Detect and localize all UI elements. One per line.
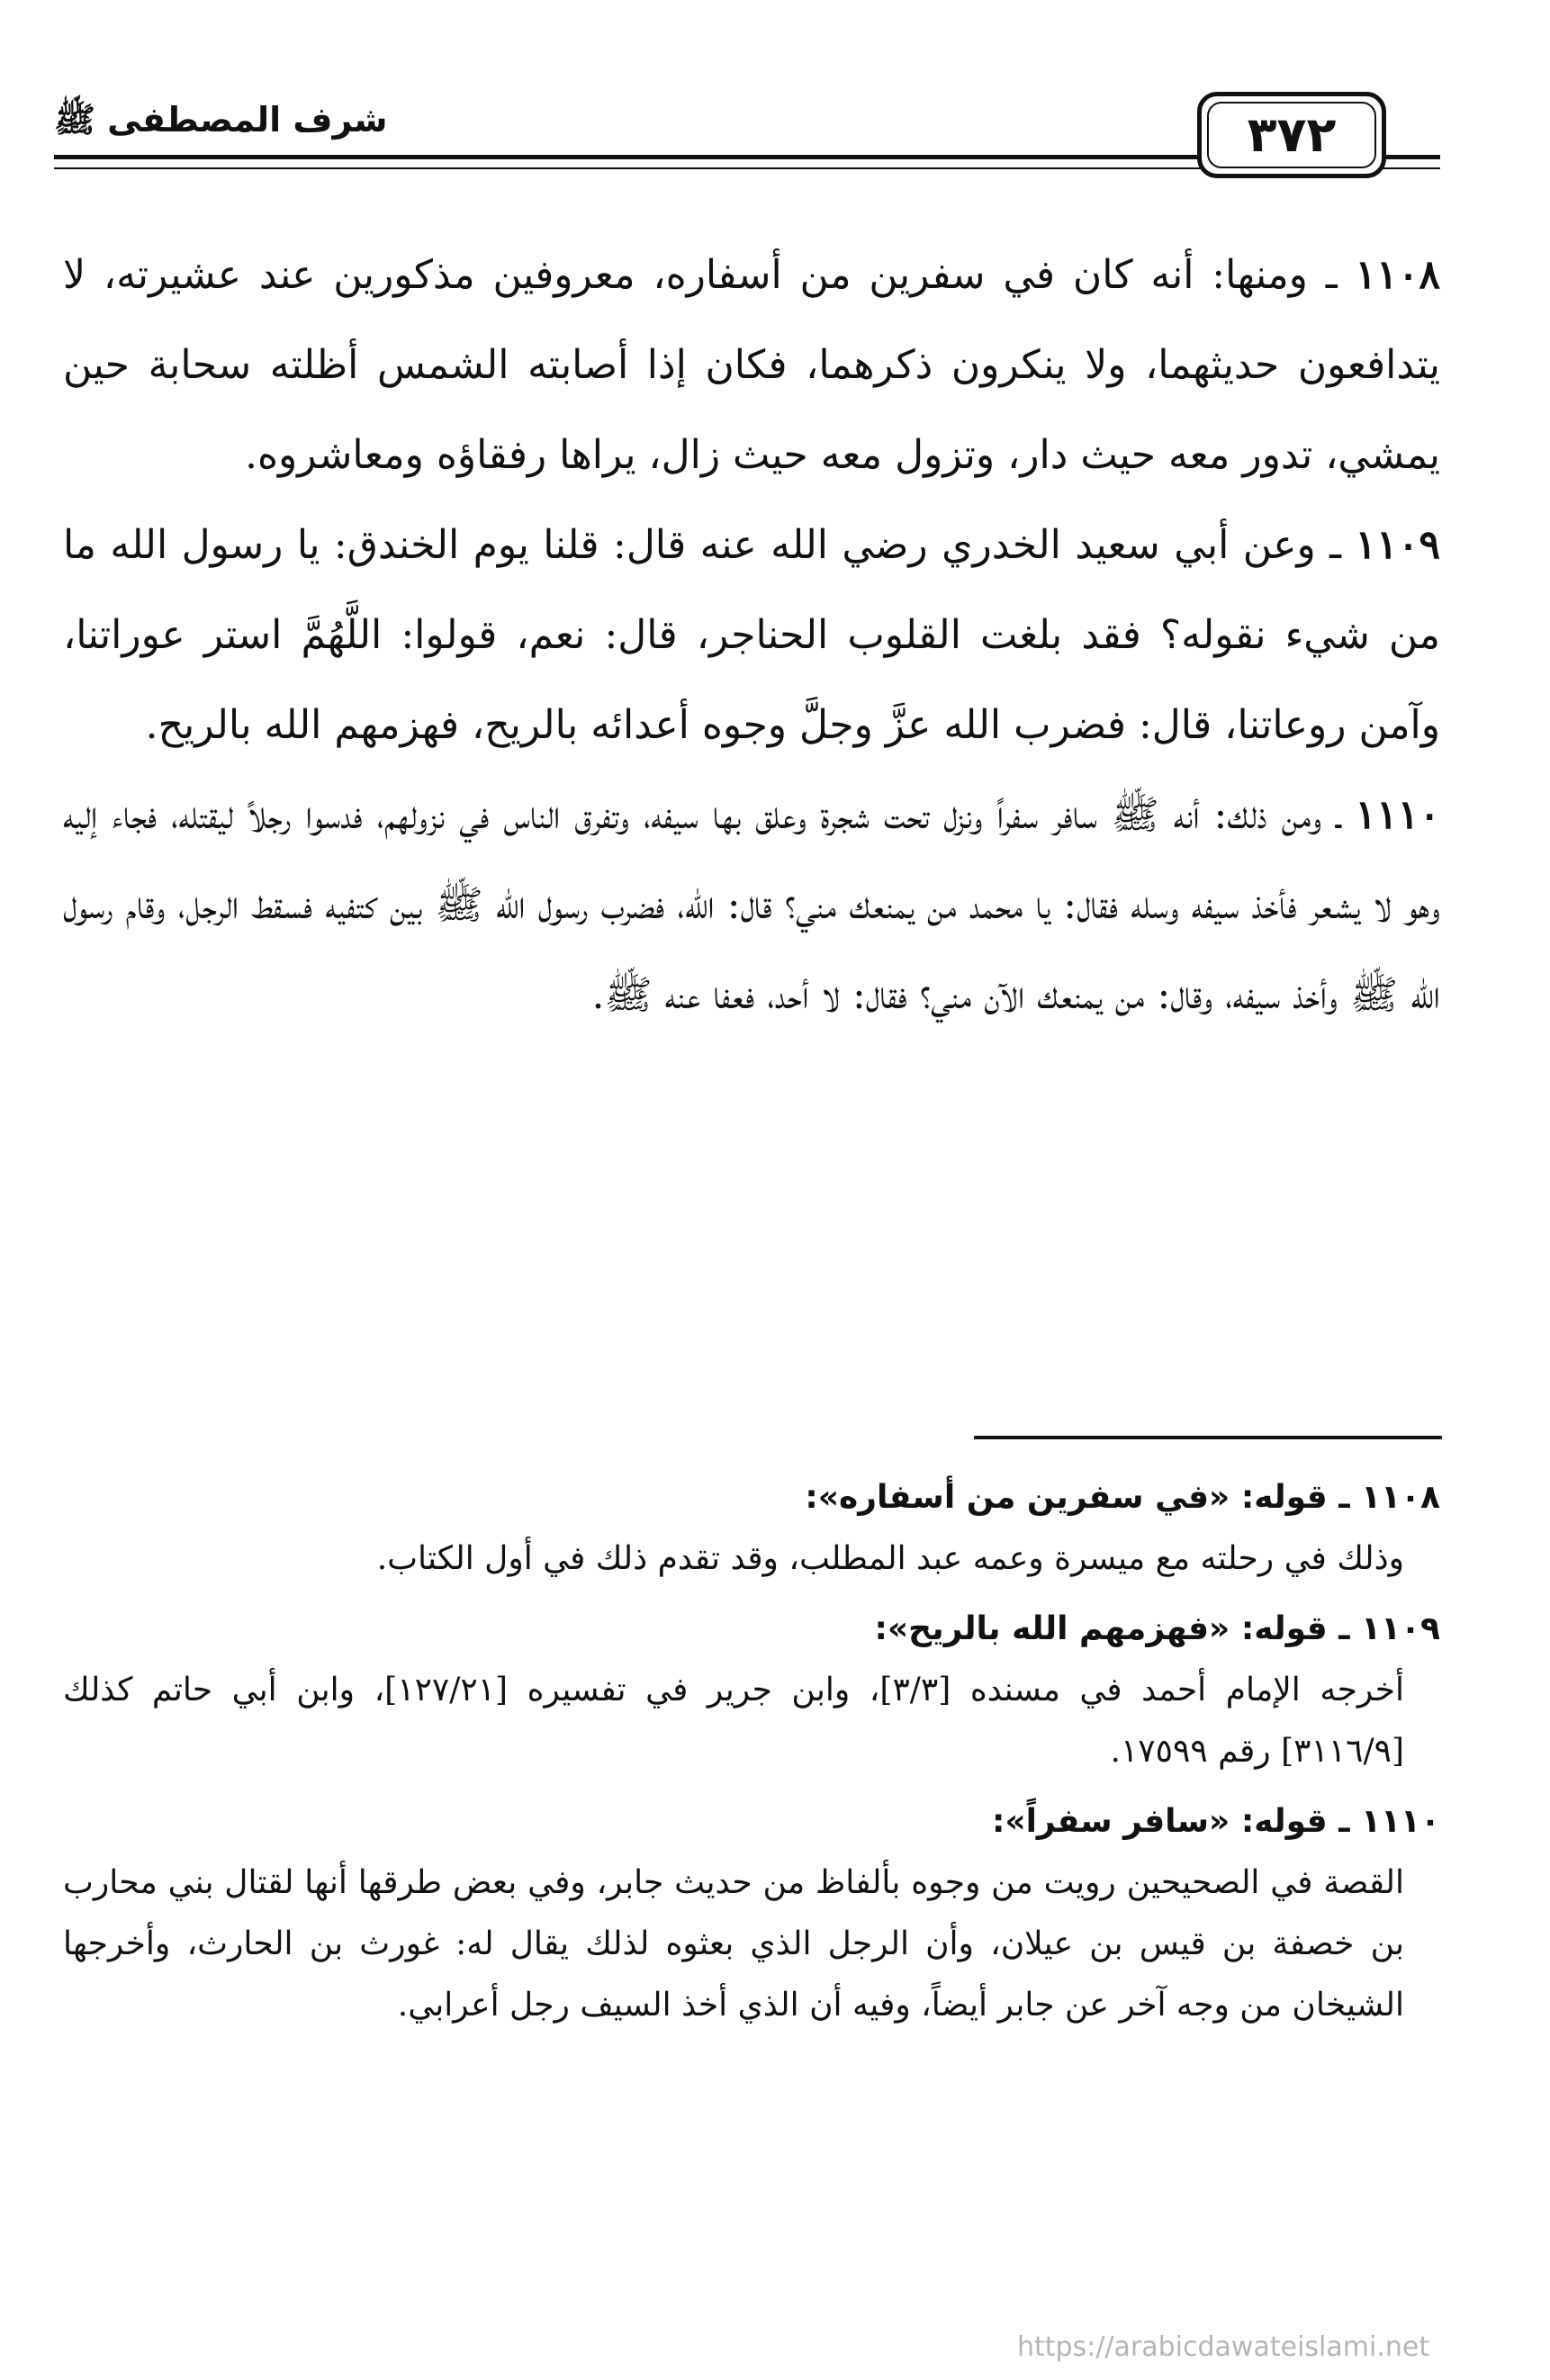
paragraph-number: ١١١٠ bbox=[1355, 792, 1440, 838]
page-header bbox=[54, 81, 1440, 189]
footnote-heading: ١١٠٩ ـ قوله: «فهزمهم الله بالريح»: bbox=[874, 1610, 1440, 1647]
paragraph-text: ـ ومنها: أنه كان في سفرين من أسفاره، معروفين مذكورين عند عشيرته، لا يتدافعون حديثهما، ولا ينكرون ذكرهما، فكان إذا أصابته الشمس أظلته سحابة حين يمشي، تدور معه حيث دار، وتزول معه حيث زال، يراها رفقاؤه ومعاشروه. bbox=[63, 252, 1440, 478]
footnote-body: وذلك في رحلته مع ميسرة وعمه عبد المطلب، وقد تقدم ذلك في أول الكتاب. bbox=[376, 1540, 1404, 1577]
footnote-1109 bbox=[63, 1599, 1440, 1782]
footnote-body: القصة في الصحيحين رويت من وجوه بألفاظ من حديث جابر، وفي بعض طرقها أنها لقتال بني محارب بن خصفة بن قيس بن عيلان، وأن الرجل الذي بعثوه لذلك يقال له: غورث بن الحارث، وأخرجها الشيخان من وجه آخر عن جابر أيضاً، وفيه أن الذي أخذ السيف رجل أعرابي. bbox=[63, 1864, 1404, 2024]
paragraph-1108 bbox=[63, 230, 1440, 500]
paragraph-1109 bbox=[63, 500, 1440, 771]
running-title: شرف المصطفى ﷺ bbox=[54, 88, 395, 151]
paragraph-1110 bbox=[63, 771, 1440, 1041]
paragraph-number: ١١٠٨ bbox=[1355, 252, 1440, 298]
paragraph-number: ١١٠٩ bbox=[1355, 522, 1440, 568]
paragraph-text: ـ ومن ذلك: أنه ﷺ سافر سفراً ونزل تحت شجرة وعلق بها سيفه، وتفرق الناس في نزولهم، فدسوا رجلاً ليقتله، فجاء إليه وهو لا يشعر فأخذ سيفه وسله فقال: يا محمد من يمنعك مني؟ قال: الله، فضرب رسول الله ﷺ بين كتفيه فسقط الرجل، وقام رسول الله ﷺ وأخذ سيفه، وقال: من يمنعك الآن مني؟ فقال: لا أحد، فعفا عنه ﷺ. bbox=[63, 792, 1440, 1018]
footnote-heading: ١١٠٨ ـ قوله: «في سفرين من أسفاره»: bbox=[805, 1479, 1440, 1516]
paragraph-text: ـ وعن أبي سعيد الخدري رضي الله عنه قال: قلنا يوم الخندق: يا رسول الله ما من شيء نقوله؟ فقد بلغت القلوب الحناجر، قال: نعم، قولوا: اللَّهُمَّ استر عوراتنا، وآمن روعاتنا، قال: فضرب الله عزَّ وجلَّ وجوه أعدائه بالريح، فهزمهم الله بالريح. bbox=[63, 522, 1440, 748]
page-number: ٣٧٢ bbox=[1247, 106, 1337, 163]
footnotes bbox=[63, 1467, 1440, 2045]
footnote-body: أخرجه الإمام أحمد في مسنده [٣/٣]، وابن جرير في تفسيره [١٢٧/٢١]، وابن أبي حاتم كذلك [٣١١٦/٩] رقم ١٧٥٩٩. bbox=[63, 1672, 1404, 1770]
page-number-frame bbox=[1197, 92, 1386, 178]
footnote-heading: ١١١٠ ـ قوله: «سافر سفراً»: bbox=[991, 1803, 1440, 1840]
watermark-url: https://arabicdawateislami.net bbox=[1017, 2331, 1430, 2363]
footnote-1110 bbox=[63, 1791, 1440, 2036]
main-text bbox=[63, 230, 1440, 1041]
footnote-1108 bbox=[63, 1467, 1440, 1590]
footnote-separator bbox=[974, 1436, 1442, 1439]
